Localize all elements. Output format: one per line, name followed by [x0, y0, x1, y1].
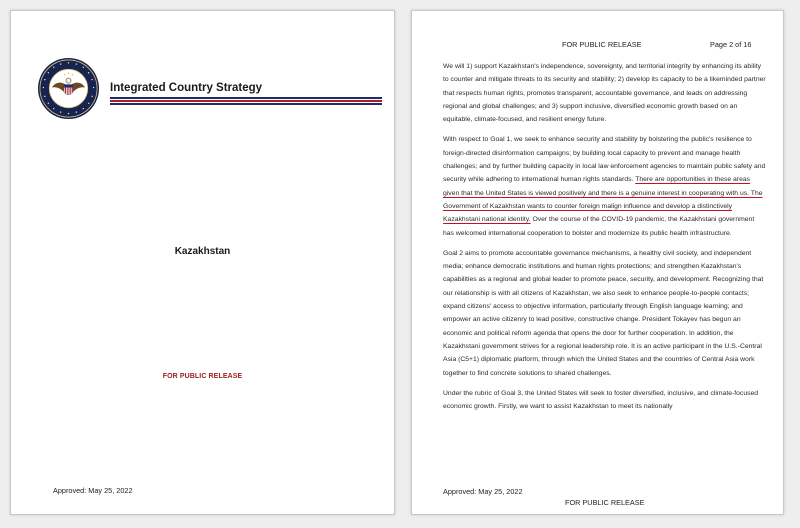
footer-release-label: FOR PUBLIC RELEASE	[565, 498, 645, 507]
document-title: Integrated Country Strategy	[110, 82, 263, 94]
cover-page	[10, 10, 395, 515]
paragraph-goal-1	[443, 133, 767, 239]
country-name: Kazakhstan	[174, 246, 231, 257]
department-of-state-seal-icon	[37, 57, 100, 120]
underlined-highlight: There are opportunities in these areas given that the United States is viewed positively and there is a genuine interest in cooperating with us. The Government of Kazakhstan wants to counter foreign malign influence and develop a distinctively Kazakhstani national identity.	[443, 176, 763, 224]
page-body	[443, 60, 767, 420]
cover-release-label: FOR PUBLIC RELEASE	[162, 373, 243, 380]
page-number: Page 2 of 16	[710, 40, 752, 49]
content-page-2	[411, 10, 784, 515]
paragraph-goal-2: Goal 2 aims to promote accountable governance mechanisms, a healthy civil society, and independent media; enhance democratic institutions and human rights protections; and strengthen Kazakhstan's capabilities as a regional and global leader to promote peace, security, and development. Recognizing that our relationship is with all citizens of Kazakhstan, we also seek to enhance people-to-people contacts; expand citizens' access to objective information, particularly through English language learning; and empower an active citizenry to lead positive, constructive change. President Tokayev has begun an economic and political reform agenda that opens the door for further cooperation. In addition, the Kazakhstani government strives for a regional leadership role. It is an active participant in the U.S.-Central Asia (C5+1) diplomatic platform, through which the United States and the countries of Central Asia work together to find concrete solutions to shared challenges.	[443, 249, 764, 377]
title-rule-stripes	[110, 97, 382, 106]
paragraph-goal-3: Under the rubric of Goal 3, the United States will seek to foster diversified, inclusive, and climate-focused economic growth. Firstly, we want to assist Kazakhstan to meet its nationally	[443, 389, 759, 411]
header-release-label: FOR PUBLIC RELEASE	[562, 40, 642, 49]
paragraph-goals-overview: We will 1) support Kazakhstan's independence, sovereignty, and territorial integrity by enhancing its ability to counter and mitigate threats to its security and stability; 2) develop its capacity to be a likeminded partner that respects human rights, promotes transparent, accountable governance, and leads on addressing regional and global challenges; and 3) support inclusive, diversified economic growth based on an equitable, climate-focused, and resilient energy future.	[443, 63, 766, 124]
cover-approved-date: Approved: May 25, 2022	[53, 486, 133, 495]
goal-1-text-continued: Over the course of the COVID-19 pandemic, the Kazakhstani government has welcomed international cooperation to bolster and modernize its public health infrastructure.	[443, 216, 755, 237]
goal-1-text: With respect to Goal 1, we seek to enhance security and stability by bolstering the public's resilience to foreign-directed disinformation campaigns; by building local capacity to prevent and manage health challenges; and by further building capacity in local law enforcement agencies to maintain public safety and security while adhering to international human rights standards.	[443, 136, 766, 184]
page-approved-date: Approved: May 25, 2022	[443, 487, 523, 496]
